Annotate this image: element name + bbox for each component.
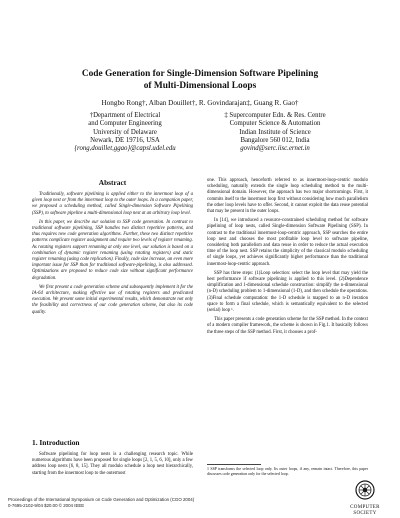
- right-column-body: [207, 178, 368, 339]
- author-list: Hongbo Rong†, Alban Douillet†, R. Govindarajan‡, Guang R. Gao†: [101, 99, 299, 107]
- logo-text-society: SOCIETY: [353, 510, 377, 516]
- ieee-emblem-icon: [355, 480, 375, 500]
- abstract-paragraph: In this paper, we describe our solution to SSP code generation. In contrast to traditional software pipelining, SSP handles two distinct repetitive patterns, and thus requires new code generation algorithms. Further, these two distinct repetitive patterns complicate register assignment and require two levels of register renaming. As rotating registers support renaming at only one level, our solution is based on a combination of dynamic register renaming (using rotating registers) and static register renaming (using code replication). Finally, code size increase, an even more important issue for SSP than for traditional software-pipelining, is also addressed. Optimizations are proposed to reduce code size without significant performance degradation.: [32, 219, 193, 281]
- intro-heading: 1. Introduction: [32, 438, 80, 447]
- proceedings-line: Proceedings of the International Symposium on Code Generation and Optimization (CGO 2004): [8, 497, 195, 502]
- logo-text-computer: COMPUTER: [350, 505, 380, 510]
- abstract-heading: Abstract: [98, 178, 127, 187]
- abstract-body: [32, 192, 193, 319]
- email-delaware: {rong,douillet,ggao}@capsl.udel.edu: [74, 145, 176, 153]
- abstract-paragraph: Traditionally, software pipelining is applied either to the innermost loop of a given loop nest or from the innermost loop to the outer loops. In a companion paper, we proposed a scheduling method, called Single-dimension Software Pipelining (SSP), to software pipeline a multi-dimensional loop nest at an arbitrary loop level.: [32, 192, 193, 216]
- paper-title: [0, 68, 400, 92]
- email-iisc: govind@serc.iisc.ernet.in: [240, 145, 310, 153]
- computer-society-logo: [343, 480, 387, 516]
- body-paragraph: SSP has three steps: (1)Loop selection: select the loop level that may yield the best performance if software pipelining is applied to this level. (2)Dependence simplification and 1-dimensional schedule construction: simplify the n-dimensional (n-D) scheduling problem to 1-dimensional (1-D), and then schedule the operations. (3)Final schedule computation: the 1-D schedule is mapped to an n-D iteration space to form a final schedule, which is semantically equivalent to the selected (serial) loop ¹.: [207, 270, 368, 314]
- footnote-rule: [207, 464, 261, 465]
- intro-body: [32, 452, 193, 480]
- affiliation-delaware: †Department of Electrical and Computer Engineering University of Delaware Newark, DE 19716, USA {rong,douillet,ggao}@capsl.udel.edu: [50, 112, 200, 153]
- footnote: 1 SSP transforms the selected loop only. Its outer loops, if any, remain intact. Therefore, this paper discusses code generation only for the selected loop.: [207, 467, 368, 476]
- copyright-line: 0-7695-2102-9/04 $20.00 © 2004 IEEE: [8, 502, 85, 508]
- affiliation-iisc: ‡ Supercomputer Edn. & Res. Centre Computer Science & Automation Indian Institute of Science Bangalore 560 012, India govind@serc.iisc.ernet.in: [200, 112, 350, 153]
- abstract-paragraph: We first present a code generation scheme and subsequently implement it for the IA-64 architecture, making effective use of rotating registers and predicated execution. We present some initial experimental results, which demonstrate not only the feasibility and correctness of our code generation scheme, but also its code quality.: [32, 284, 193, 315]
- body-paragraph: This paper presents a code generation scheme for the SSP method. In the context of a modern compiler framework, the scheme is shown in Fig.1. It basically follows the three steps of the SSP method. First, it chooses a prof-: [207, 317, 368, 335]
- intro-paragraph: Software pipelining for loop nests is a challenging research topic. While numerous algorithms have been proposed for single loops [2, 1, 5, 6, 10], only a few address loop nests [6, 8, 15]. They all modulo schedule a loop nest hierarchically, starting from the innermost loop to the outermost: [32, 452, 193, 476]
- paper-title-line2: of Multi-Dimensional Loops: [143, 81, 257, 91]
- proceedings-footer: [8, 497, 194, 508]
- paper-title-line1: Code Generation for Single-Dimension Software Pipelining: [81, 69, 319, 79]
- body-paragraph: one. This approach, henceforth referred to as innermost-loop-centric modulo scheduling, naturally extends the single loop scheduling method to the multi-dimensional domain. However, the approach has two major shortcomings. First, it commits itself to the innermost loop first without considering how much parallelism the other loop levels have to offer. Second, it cannot exploit the data reuse potential that may be present in the outer loops.: [207, 178, 368, 215]
- body-paragraph: In [14], we introduced a resource-constrained scheduling method for software pipelining of loop nests, called Single-dimension Software Pipelining (SSP). In contrast to the traditional innermost-loop-centric approach, SSP searches the entire loop nest and chooses the most profitable loop level to software pipeline, considering both parallelism and data reuse in order to reduce the actual execution time of the loop nest. SSP retains the simplicity of the classical modulo scheduling of single loops, yet achieves significantly higher performance than the traditional innermost-loop-centric approach.: [207, 218, 368, 267]
